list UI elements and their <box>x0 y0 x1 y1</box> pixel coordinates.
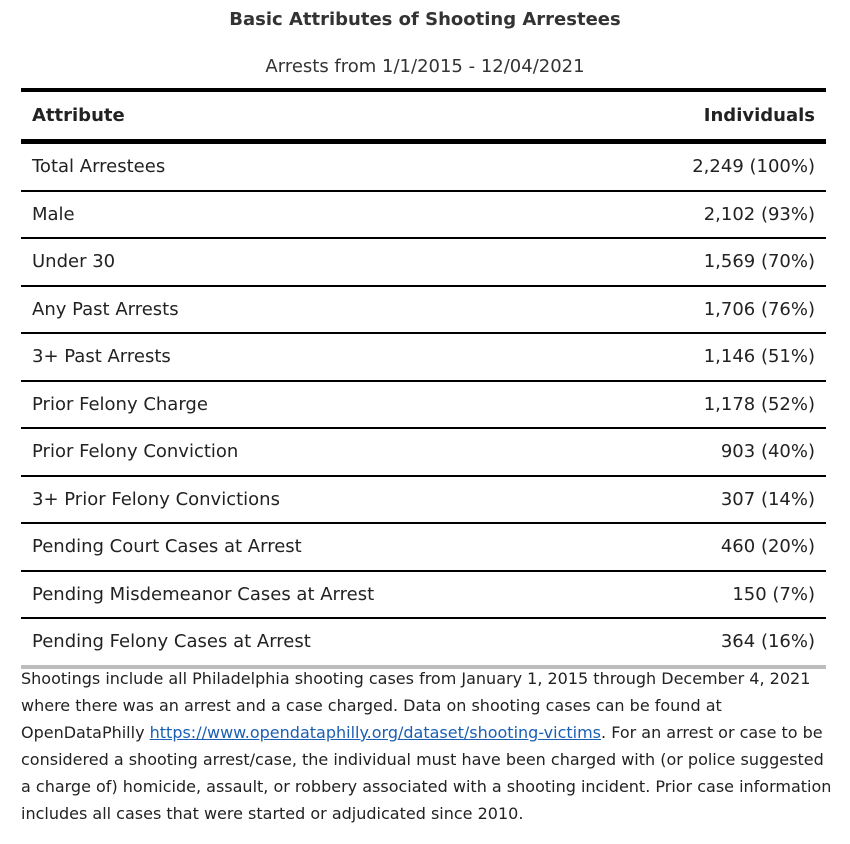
attribute-cell: 3+ Prior Felony Convictions <box>32 488 280 510</box>
individuals-cell: 150 (7%) <box>732 583 815 605</box>
individuals-cell: 1,178 (52%) <box>703 393 815 415</box>
attribute-cell: Male <box>32 203 75 225</box>
individuals-cell: 2,102 (93%) <box>703 203 815 225</box>
attribute-cell: Under 30 <box>32 251 116 273</box>
table-row <box>21 571 826 619</box>
attributes-table-container <box>21 88 826 669</box>
individuals-cell: 1,706 (76%) <box>703 298 815 320</box>
table-body <box>21 142 826 667</box>
individuals-cell: 307 (14%) <box>720 488 815 510</box>
attribute-cell: Total Arrestees <box>32 156 166 178</box>
table-row <box>21 238 826 286</box>
footnote <box>21 665 833 827</box>
table-row <box>21 618 826 667</box>
column-header-individuals: Individuals <box>703 105 815 126</box>
attribute-cell: Pending Felony Cases at Arrest <box>32 631 311 653</box>
attribute-cell: Prior Felony Charge <box>32 393 208 415</box>
chart-title: Basic Attributes of Shooting Arrestees <box>229 9 621 30</box>
table-row <box>21 428 826 476</box>
footnote-text-end: . For an arrest or case to be considered a shooting arrest/case, the individual must have been charged with (or police suggested a charge of) homicide, assault, or robbery associated with a shooting incident. Prior case information includes all cases that were started or adjudicated since 2010. <box>21 723 832 823</box>
table-row <box>21 286 826 334</box>
table-row <box>21 191 826 239</box>
attribute-cell: Prior Felony Conviction <box>32 441 239 463</box>
individuals-cell: 460 (20%) <box>720 536 815 558</box>
attribute-cell: Pending Misdemeanor Cases at Arrest <box>32 583 375 605</box>
chart-subtitle: Arrests from 1/1/2015 - 12/04/2021 <box>265 56 585 77</box>
individuals-cell: 1,569 (70%) <box>703 251 815 273</box>
footnote-text-start: Shootings include all Philadelphia shooting cases from January 1, 2015 through December 4, 2021 where there was an arrest and a case charged. Data on shooting cases can be found at OpenDataPhilly <box>21 669 811 742</box>
attributes-table <box>21 88 826 669</box>
table-row <box>21 523 826 571</box>
opendataphilly-link[interactable]: https://www.opendataphilly.org/dataset/shooting-victims <box>149 723 602 742</box>
header-row <box>21 90 826 142</box>
table-row <box>21 476 826 524</box>
attribute-cell: Pending Court Cases at Arrest <box>32 536 302 558</box>
table-row <box>21 381 826 429</box>
individuals-cell: 903 (40%) <box>720 441 815 463</box>
attribute-cell: 3+ Past Arrests <box>32 346 171 368</box>
column-header-attribute: Attribute <box>32 105 125 126</box>
table-row <box>21 142 826 191</box>
table-header <box>21 90 826 142</box>
table-row <box>21 333 826 381</box>
individuals-cell: 1,146 (51%) <box>703 346 815 368</box>
individuals-cell: 364 (16%) <box>720 631 815 653</box>
individuals-cell: 2,249 (100%) <box>692 156 815 178</box>
attribute-cell: Any Past Arrests <box>32 298 179 320</box>
